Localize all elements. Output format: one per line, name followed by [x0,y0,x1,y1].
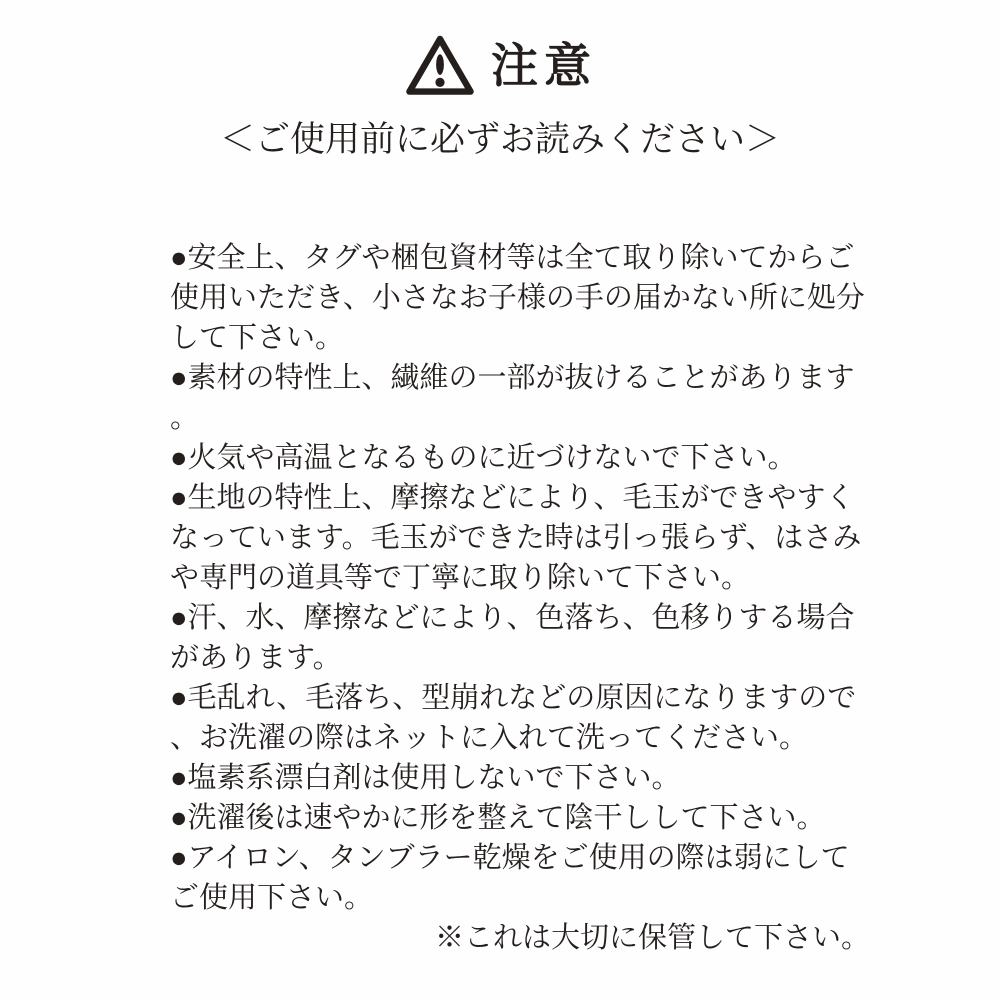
warning-triangle-exclamation-icon [403,34,477,98]
subtitle: ＜ご使用前に必ずお読みください＞ [219,120,780,159]
notice-list [170,238,870,918]
notice-item: ●塩素系漂白剤は使用しないで下さい。 [170,762,681,794]
notice-item: ●汗、水、摩擦などにより、色落ち、色移りする場合があります。 [170,602,855,674]
notice-item: ●アイロン、タンブラー乾燥をご使用の際は弱にしてご使用下さい。 [170,842,850,914]
title-row [0,0,1000,98]
notice-item: ●生地の特性上、摩擦などにより、毛玉ができやすくなっています。毛玉ができた時は引っ張らず、はさみや専門の道具等で丁寧に取り除いて下さい。 [170,482,862,594]
footer-note: ※これは大切に保管して下さい。 [434,922,870,954]
notice-item: ●洗濯後は速やかに形を整えて陰干しして下さい。 [170,802,826,834]
notice-item: ●火気や高温となるものに近づけないで下さい。 [170,442,797,474]
notice-item: ●毛乱れ、毛落ち、型崩れなどの原因になりますので、お洗濯の際はネットに入れて洗ってください。 [170,682,857,754]
page-title: 注意 [491,39,597,93]
notice-item: ●素材の特性上、繊維の一部が抜けることがあります。 [170,362,855,434]
notice-item: ●安全上、タグや梱包資材等は全て取り除いてからご使用いただき、小さなお子様の手の届かない所に処分して下さい。 [170,242,865,354]
